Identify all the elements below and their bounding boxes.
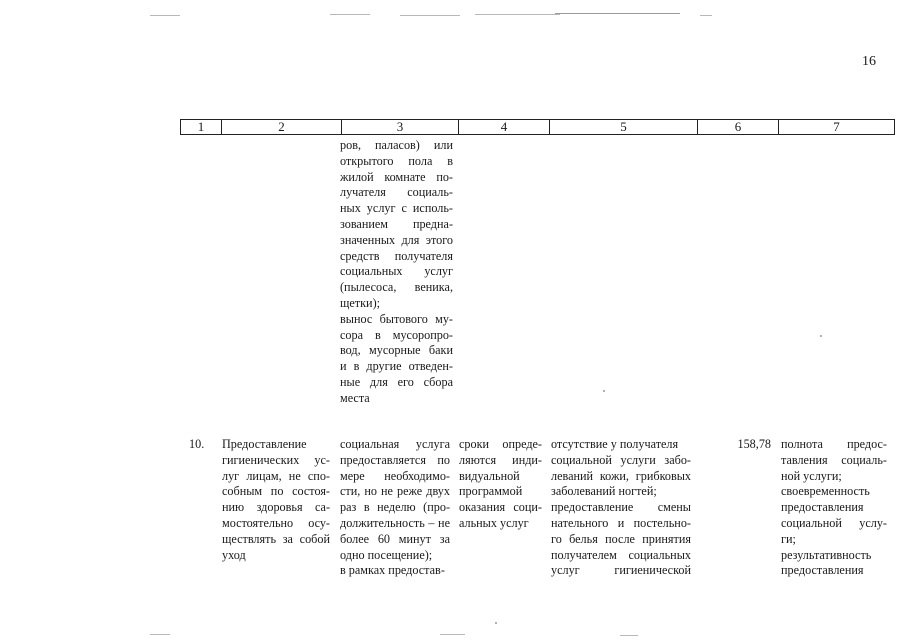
header-cell-4: 4	[500, 119, 508, 134]
header-cell-2: 2	[278, 119, 285, 134]
header-cell-3: 3	[396, 119, 404, 134]
header-cell-5: 5	[620, 119, 627, 134]
row10-description: социальная услуга предоставляется по мере необходимо- сти, но не реже двух раз в неделю (про- должительность – не более 60 минут за одно посещение); в рамках предостав-	[340, 437, 450, 578]
row10-terms: сроки опреде- ляются инди- видуальной программой оказания соци- альных услуг	[459, 437, 542, 530]
header-cell-1: 1	[197, 119, 205, 134]
row10-quality-indicators: отсутствие у получателя социальной услуги забо- леваний кожи, грибковых заболеваний ногтей; предоставление смены нательного и постельно- го белья после принятия получателем социальных услуг гигиенической	[551, 437, 691, 578]
header-cell-6: 6	[734, 119, 742, 134]
page-number: 16	[862, 54, 876, 69]
header-cell-7: 7	[833, 119, 840, 134]
continuation-col3-text: ров, паласов) или открытого пола в жилой комнате по- лучателя социаль- ных услуг с исполь- зованием предна- значенных для этого средств получателя социальных услуг (пылесоса, веника, щетки); вынос бытового му- сора в мусоропро- вод, мусорные баки и в другие отведен- ные для его сбора места	[340, 138, 453, 405]
row-number: 10.	[189, 437, 205, 451]
row10-evaluation: полнота предос- тавления социаль- ной услуги; своевременность предоставления социальной услу- ги; результативность предоставления	[781, 437, 887, 578]
row10-tariff: 158,78	[737, 437, 771, 451]
table-header-row	[180, 119, 895, 135]
row10-service-name: Предоставление гигиенических ус- луг лицам, не спо- собным по состоя- нию здоровья са- мостоятельно осу- ществлять за собой уход	[222, 437, 330, 562]
